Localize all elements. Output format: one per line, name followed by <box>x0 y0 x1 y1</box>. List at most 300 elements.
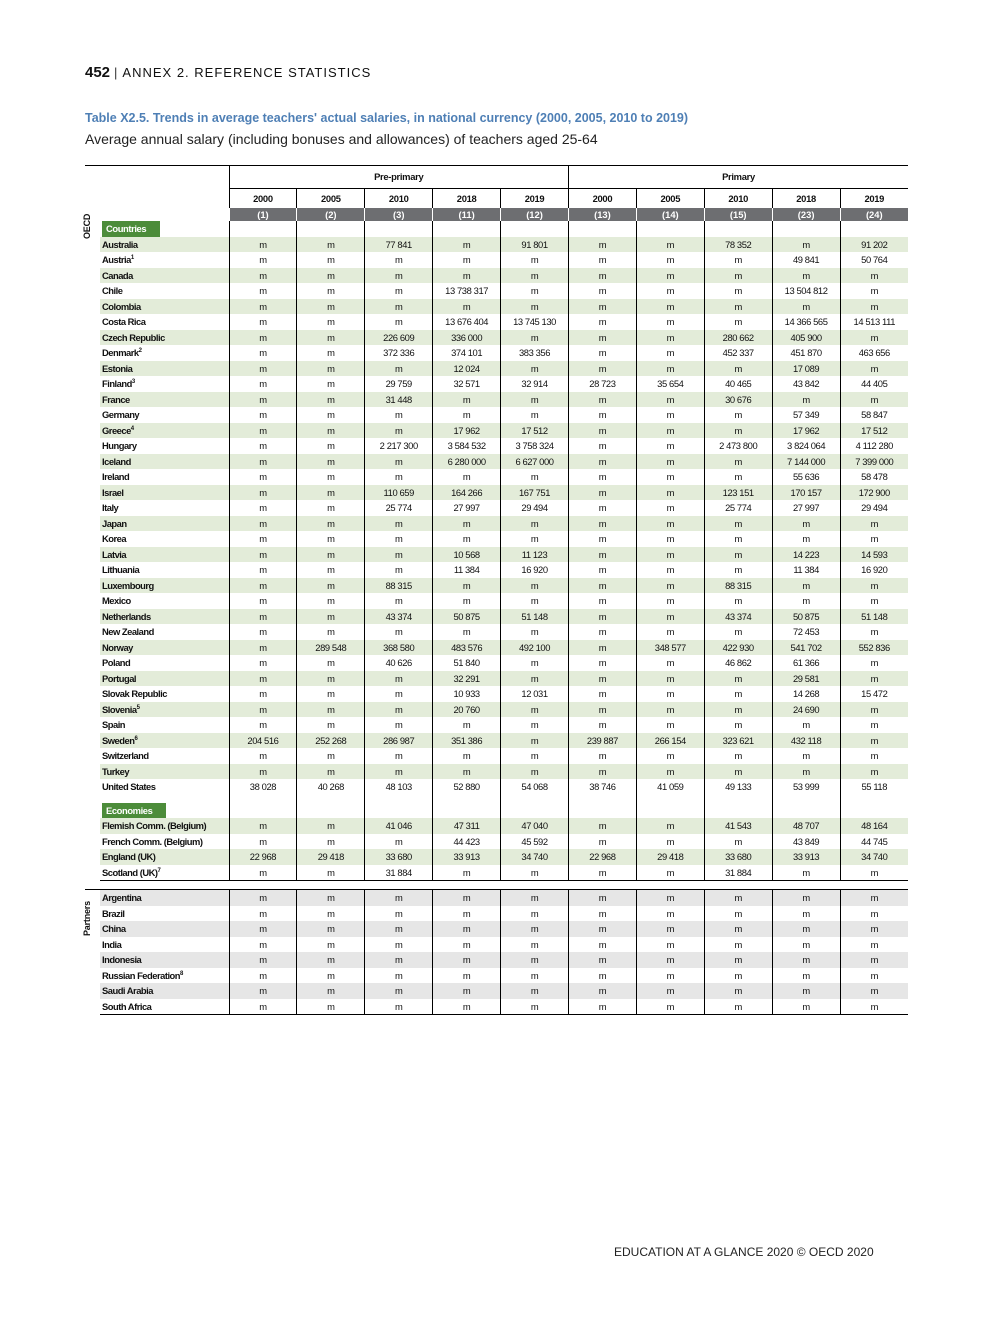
value-cell: 13 504 812 <box>772 283 840 299</box>
year-header-4: 2019 <box>501 189 569 209</box>
row-name-text: Flemish Comm. (Belgium) <box>102 820 207 831</box>
value-cell: m <box>772 516 840 532</box>
value-cell: m <box>840 299 908 315</box>
footnote-marker: 1 <box>130 254 134 261</box>
value-cell: m <box>568 407 636 423</box>
value-cell: m <box>501 748 569 764</box>
value-cell: 91 202 <box>840 237 908 253</box>
value-cell: 6 627 000 <box>501 454 569 470</box>
value-cell: m <box>636 562 704 578</box>
value-cell: m <box>568 268 636 284</box>
value-cell: m <box>433 299 501 315</box>
spacer-cell <box>100 881 908 890</box>
value-cell: m <box>568 983 636 999</box>
value-cell: 13 738 317 <box>433 283 501 299</box>
value-cell: m <box>229 299 297 315</box>
value-cell: m <box>568 469 636 485</box>
value-cell: m <box>772 906 840 922</box>
column-code-8: (23) <box>772 208 840 221</box>
value-cell: m <box>568 686 636 702</box>
table-row <box>85 952 908 968</box>
table-row <box>85 834 908 850</box>
row-name <box>100 609 229 625</box>
value-cell: m <box>229 890 297 906</box>
value-cell: m <box>636 485 704 501</box>
value-cell: m <box>501 671 569 687</box>
value-cell: m <box>772 999 840 1015</box>
value-cell: m <box>636 547 704 563</box>
spacer-row <box>85 881 908 890</box>
value-cell: m <box>636 314 704 330</box>
table-row <box>85 906 908 922</box>
value-cell: 2 217 300 <box>365 438 433 454</box>
value-cell: m <box>365 314 433 330</box>
row-name <box>100 392 229 408</box>
value-cell: m <box>365 299 433 315</box>
value-cell: m <box>297 454 365 470</box>
value-cell: 14 366 565 <box>772 314 840 330</box>
value-cell: m <box>297 834 365 850</box>
row-name-text: Germany <box>102 409 140 420</box>
value-cell: 12 031 <box>501 686 569 702</box>
table-row <box>85 686 908 702</box>
section-title: ANNEX 2. REFERENCE STATISTICS <box>122 65 372 80</box>
value-cell: m <box>501 999 569 1015</box>
value-cell: m <box>568 516 636 532</box>
side-cell <box>85 252 100 268</box>
table-row <box>85 376 908 392</box>
value-cell: m <box>229 516 297 532</box>
value-cell: m <box>501 407 569 423</box>
value-cell: m <box>772 299 840 315</box>
row-name-text: France <box>102 393 130 405</box>
value-cell: m <box>840 593 908 609</box>
side-cell <box>85 702 100 718</box>
row-name-text: England (UK) <box>102 851 156 862</box>
value-cell: m <box>229 237 297 253</box>
value-cell: m <box>636 906 704 922</box>
table-subtitle: Average annual salary (including bonuses and allowances) of teachers aged 25-64 <box>85 131 598 147</box>
value-cell: 51 148 <box>501 609 569 625</box>
value-cell: m <box>704 999 772 1015</box>
table-row <box>85 578 908 594</box>
value-cell: m <box>229 834 297 850</box>
empty-cell <box>365 795 433 803</box>
value-cell: m <box>840 937 908 953</box>
value-cell: 22 968 <box>568 849 636 865</box>
value-cell: m <box>501 516 569 532</box>
value-cell: m <box>365 624 433 640</box>
value-cell: m <box>501 469 569 485</box>
value-cell: m <box>297 702 365 718</box>
value-cell: m <box>704 983 772 999</box>
value-cell: m <box>501 655 569 671</box>
value-cell: m <box>297 748 365 764</box>
side-cell <box>85 531 100 547</box>
value-cell: m <box>568 314 636 330</box>
value-cell: m <box>840 671 908 687</box>
value-cell: m <box>568 937 636 953</box>
value-cell: 11 123 <box>501 547 569 563</box>
value-cell: m <box>365 834 433 850</box>
row-name <box>100 531 229 547</box>
table-row <box>85 423 908 439</box>
value-cell: m <box>501 531 569 547</box>
row-name-text: Sweden <box>102 734 135 746</box>
footnote-marker: 5 <box>136 704 140 711</box>
table-row <box>85 562 908 578</box>
value-cell: 50 764 <box>840 252 908 268</box>
value-cell: m <box>840 764 908 780</box>
column-code-7: (15) <box>704 208 772 221</box>
row-name-text: Indonesia <box>102 954 142 965</box>
value-cell: m <box>636 609 704 625</box>
table-row <box>85 671 908 687</box>
value-cell: 58 847 <box>840 407 908 423</box>
table-title: Table X2.5. Trends in average teachers' actual salaries, in national currency (2000, 2005, 2010 to 2019) <box>85 111 689 125</box>
value-cell: m <box>229 702 297 718</box>
row-name <box>100 299 229 315</box>
side-cell <box>85 624 100 640</box>
spacer-cell <box>100 795 229 803</box>
value-cell: 10 933 <box>433 686 501 702</box>
value-cell: 6 280 000 <box>433 454 501 470</box>
value-cell: m <box>297 531 365 547</box>
value-cell: m <box>501 865 569 881</box>
value-cell: 49 841 <box>772 252 840 268</box>
table-row <box>85 921 908 937</box>
row-name <box>100 593 229 609</box>
row-name-text: Ireland <box>102 471 130 482</box>
value-cell: m <box>229 547 297 563</box>
page-footer: EDUCATION AT A GLANCE 2020 © OECD 2020 <box>614 1245 874 1259</box>
empty-cell <box>365 803 433 819</box>
empty-cell <box>501 803 569 819</box>
value-cell: m <box>297 469 365 485</box>
value-cell: 7 144 000 <box>772 454 840 470</box>
row-name <box>100 640 229 656</box>
value-cell: 31 448 <box>365 392 433 408</box>
value-cell: 48 103 <box>365 779 433 795</box>
value-cell: m <box>297 655 365 671</box>
value-cell: m <box>704 764 772 780</box>
value-cell: 483 576 <box>433 640 501 656</box>
value-cell: m <box>297 500 365 516</box>
value-cell: m <box>433 593 501 609</box>
value-cell: m <box>229 438 297 454</box>
side-cell <box>85 454 100 470</box>
value-cell: m <box>229 578 297 594</box>
value-cell: m <box>704 624 772 640</box>
value-cell: m <box>229 764 297 780</box>
value-cell: m <box>229 361 297 377</box>
value-cell: m <box>229 330 297 346</box>
side-cell <box>85 578 100 594</box>
column-code-6: (14) <box>636 208 704 221</box>
value-cell: m <box>704 890 772 906</box>
value-cell: m <box>636 865 704 881</box>
value-cell: m <box>501 361 569 377</box>
value-cell: m <box>297 392 365 408</box>
row-name <box>100 469 229 485</box>
side-cell <box>85 345 100 361</box>
value-cell: m <box>568 361 636 377</box>
value-cell: 14 268 <box>772 686 840 702</box>
value-cell: m <box>501 578 569 594</box>
value-cell: m <box>568 968 636 984</box>
value-cell: m <box>636 671 704 687</box>
value-cell: 348 577 <box>636 640 704 656</box>
year-header-8: 2018 <box>772 189 840 209</box>
value-cell: m <box>636 686 704 702</box>
value-cell: 110 659 <box>365 485 433 501</box>
value-cell: 239 887 <box>568 733 636 749</box>
value-cell: m <box>636 392 704 408</box>
value-cell: m <box>365 999 433 1015</box>
value-cell: m <box>297 578 365 594</box>
value-cell: m <box>568 609 636 625</box>
value-cell: m <box>636 423 704 439</box>
value-cell: m <box>229 268 297 284</box>
empty-cell <box>365 221 433 237</box>
side-cell <box>85 881 100 890</box>
value-cell: 541 702 <box>772 640 840 656</box>
value-cell: m <box>297 593 365 609</box>
value-cell: 3 758 324 <box>501 438 569 454</box>
empty-cell <box>840 795 908 803</box>
value-cell: m <box>636 890 704 906</box>
row-name <box>100 330 229 346</box>
value-cell: m <box>568 671 636 687</box>
value-cell: m <box>840 968 908 984</box>
side-cell <box>85 983 100 999</box>
value-cell: m <box>501 983 569 999</box>
value-cell: m <box>229 562 297 578</box>
value-cell: m <box>568 818 636 834</box>
value-cell: m <box>365 361 433 377</box>
row-name <box>100 268 229 284</box>
row-name <box>100 937 229 953</box>
value-cell: 11 384 <box>433 562 501 578</box>
value-cell: m <box>297 968 365 984</box>
value-cell: m <box>704 423 772 439</box>
value-cell: m <box>840 361 908 377</box>
side-cell <box>85 655 100 671</box>
value-cell: m <box>501 906 569 922</box>
value-cell: m <box>568 299 636 315</box>
value-cell: m <box>365 748 433 764</box>
value-cell: m <box>840 999 908 1015</box>
value-cell: m <box>229 454 297 470</box>
value-cell: 55 118 <box>840 779 908 795</box>
value-cell: m <box>772 392 840 408</box>
side-cell <box>85 764 100 780</box>
value-cell: 27 997 <box>772 500 840 516</box>
value-cell: 451 870 <box>772 345 840 361</box>
value-cell: m <box>704 469 772 485</box>
row-name-text: Hungary <box>102 440 137 451</box>
value-cell: m <box>433 469 501 485</box>
salary-table-container <box>82 165 908 1015</box>
value-cell: m <box>365 921 433 937</box>
value-cell: m <box>840 392 908 408</box>
row-name-text: South Africa <box>102 1000 152 1012</box>
value-cell: m <box>297 252 365 268</box>
row-name <box>100 818 229 834</box>
value-cell: 16 920 <box>501 562 569 578</box>
value-cell: m <box>636 999 704 1015</box>
empty-cell <box>229 795 297 803</box>
value-cell: m <box>501 392 569 408</box>
value-cell: m <box>840 702 908 718</box>
side-label-partners: Partners <box>82 901 92 936</box>
value-cell: 72 453 <box>772 624 840 640</box>
year-header-9: 2019 <box>840 189 908 209</box>
value-cell: m <box>297 686 365 702</box>
spacer-row <box>85 795 908 803</box>
value-cell: m <box>433 237 501 253</box>
value-cell: m <box>433 748 501 764</box>
value-cell: m <box>229 921 297 937</box>
value-cell: 170 157 <box>772 485 840 501</box>
value-cell: m <box>501 921 569 937</box>
value-cell: m <box>433 407 501 423</box>
value-cell: 48 164 <box>840 818 908 834</box>
value-cell: m <box>365 252 433 268</box>
row-name <box>100 999 229 1015</box>
value-cell: m <box>636 952 704 968</box>
value-cell: m <box>772 764 840 780</box>
table-row <box>85 252 908 268</box>
row-name-text: Chile <box>102 285 123 296</box>
value-cell: m <box>433 968 501 984</box>
value-cell: m <box>704 671 772 687</box>
column-code-5: (13) <box>568 208 636 221</box>
side-cell <box>85 999 100 1015</box>
row-name-text: New Zealand <box>102 626 154 637</box>
row-name-text: Czech Republic <box>102 331 165 343</box>
value-cell: m <box>704 547 772 563</box>
year-header-0: 2000 <box>229 189 297 209</box>
value-cell: m <box>297 516 365 532</box>
column-code-0: (1) <box>229 208 297 221</box>
row-name <box>100 764 229 780</box>
value-cell: 44 745 <box>840 834 908 850</box>
value-cell: 33 913 <box>433 849 501 865</box>
group-header-primary: Primary <box>568 166 908 189</box>
value-cell: 383 356 <box>501 345 569 361</box>
row-name <box>100 655 229 671</box>
value-cell: m <box>297 376 365 392</box>
value-cell: m <box>636 818 704 834</box>
page-header <box>85 64 371 81</box>
row-name <box>100 423 229 439</box>
row-name-text: Portugal <box>102 672 137 684</box>
value-cell: m <box>229 609 297 625</box>
value-cell: m <box>568 702 636 718</box>
value-cell: m <box>433 921 501 937</box>
empty-cell <box>297 803 365 819</box>
row-name-text: Slovak Republic <box>102 688 167 699</box>
value-cell: 463 656 <box>840 345 908 361</box>
side-cell <box>85 485 100 501</box>
value-cell: 34 740 <box>501 849 569 865</box>
value-cell: 88 315 <box>365 578 433 594</box>
empty-cell <box>568 221 636 237</box>
row-name <box>100 252 229 268</box>
value-cell: m <box>229 624 297 640</box>
row-name <box>100 983 229 999</box>
side-cell <box>85 865 100 881</box>
table-row <box>85 314 908 330</box>
value-cell: m <box>365 890 433 906</box>
empty-cell <box>297 221 365 237</box>
value-cell: m <box>433 268 501 284</box>
row-name-text: Scotland (UK) <box>102 866 158 878</box>
value-cell: m <box>297 345 365 361</box>
side-cell <box>85 562 100 578</box>
value-cell: 372 336 <box>365 345 433 361</box>
year-header-1: 2005 <box>297 189 365 209</box>
value-cell: m <box>704 906 772 922</box>
value-cell: m <box>229 968 297 984</box>
value-cell: 47 311 <box>433 818 501 834</box>
footnote-marker: 4 <box>130 425 134 432</box>
row-name-text: Spain <box>102 719 126 730</box>
value-cell: m <box>840 516 908 532</box>
year-header-2: 2010 <box>365 189 433 209</box>
value-cell: m <box>365 283 433 299</box>
side-cell <box>85 593 100 609</box>
value-cell: m <box>297 818 365 834</box>
table-row <box>85 361 908 377</box>
value-cell: m <box>365 968 433 984</box>
value-cell: m <box>636 361 704 377</box>
value-cell: 46 862 <box>704 655 772 671</box>
value-cell: 54 068 <box>501 779 569 795</box>
value-cell: m <box>433 624 501 640</box>
value-cell: 43 842 <box>772 376 840 392</box>
value-cell: 13 676 404 <box>433 314 501 330</box>
value-cell: m <box>229 283 297 299</box>
year-header-row <box>85 189 908 209</box>
value-cell: m <box>433 890 501 906</box>
empty-cell <box>568 795 636 803</box>
section-label-cell <box>100 803 229 819</box>
value-cell: 77 841 <box>365 237 433 253</box>
row-name-text: Russian Federation <box>102 969 180 981</box>
value-cell: 289 548 <box>297 640 365 656</box>
side-cell <box>85 609 100 625</box>
value-cell: 3 584 532 <box>433 438 501 454</box>
value-cell: 14 593 <box>840 547 908 563</box>
value-cell: m <box>636 454 704 470</box>
empty-cell <box>229 803 297 819</box>
row-name-text: Costa Rica <box>102 316 146 327</box>
row-name <box>100 686 229 702</box>
value-cell: m <box>704 952 772 968</box>
table-row <box>85 268 908 284</box>
side-cell <box>85 516 100 532</box>
footnote-marker: 7 <box>157 867 161 874</box>
side-cell <box>85 500 100 516</box>
empty-cell <box>229 221 297 237</box>
side-cell <box>85 640 100 656</box>
value-cell: m <box>636 500 704 516</box>
value-cell: 41 059 <box>636 779 704 795</box>
value-cell: 29 494 <box>840 500 908 516</box>
table-row <box>85 283 908 299</box>
